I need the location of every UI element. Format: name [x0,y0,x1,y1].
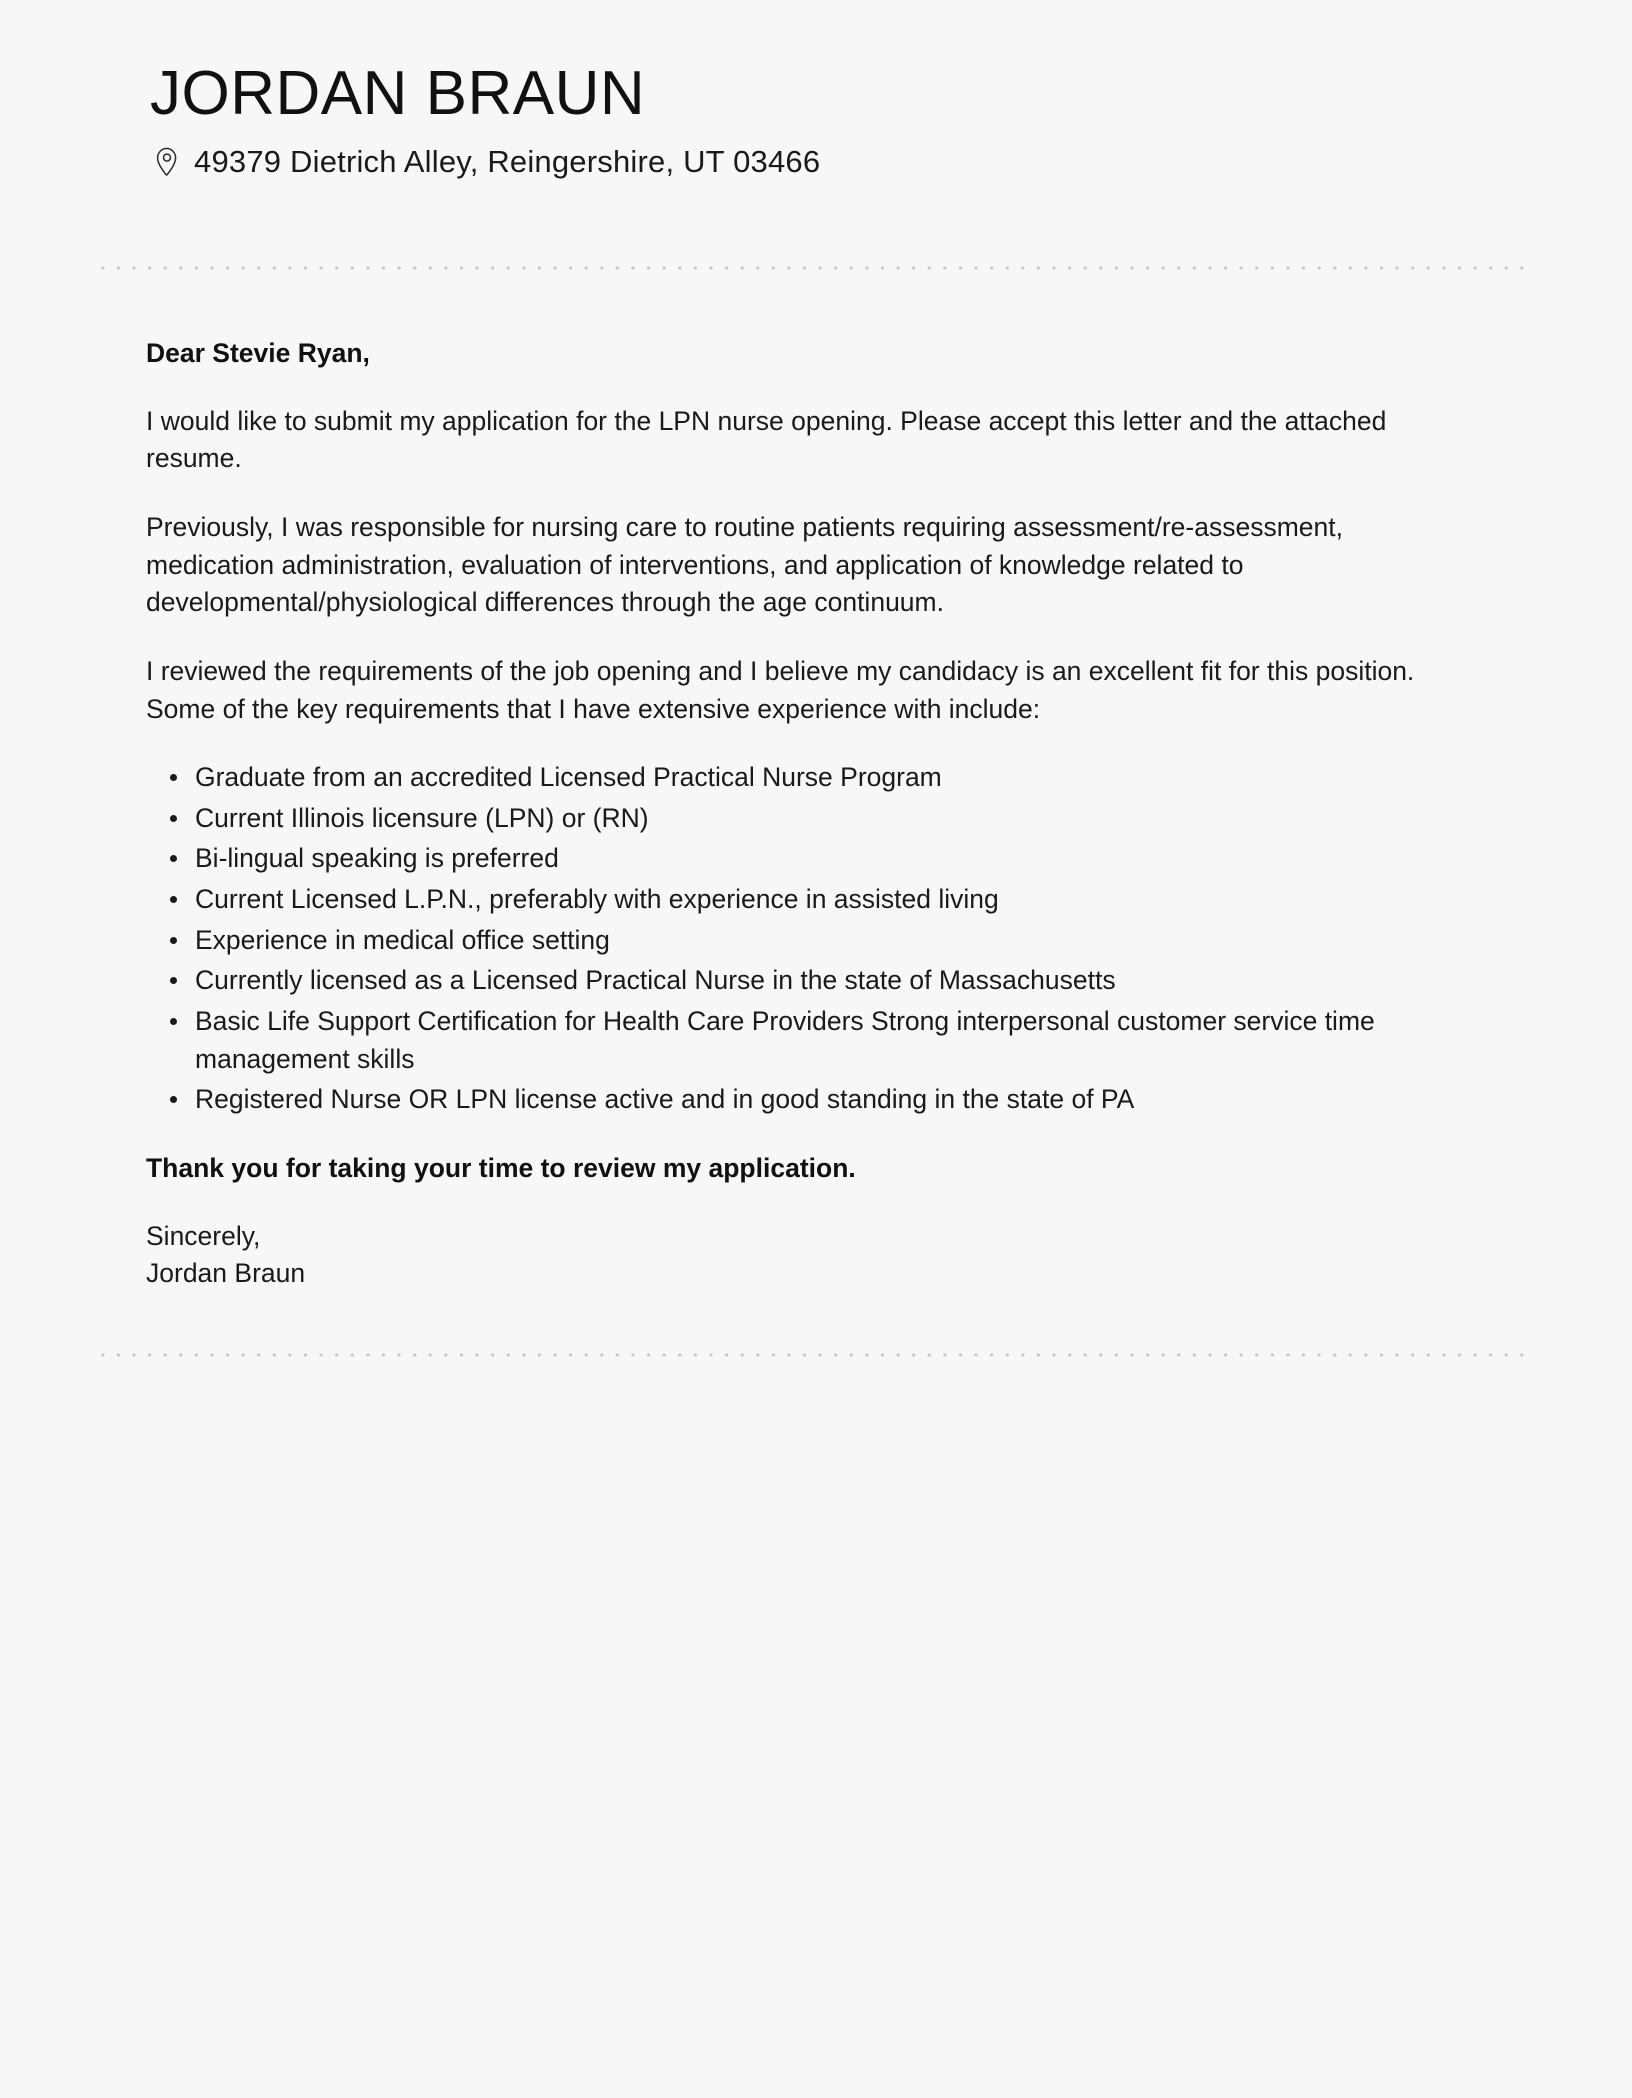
divider-top [95,266,1535,270]
contact-address-row [150,143,1512,180]
list-item: Bi-lingual speaking is preferred [146,840,1478,878]
list-item: Currently licensed as a Licensed Practical Nurse in the state of Massachusetts [146,962,1478,1000]
address-text: 49379 Dietrich Alley, Reingershire, UT 03466 [194,144,821,180]
requirements-list [146,759,1478,1119]
list-item: Experience in medical office setting [146,922,1478,960]
list-item: Current Licensed L.P.N., preferably with experience in assisted living [146,881,1478,919]
signature-block [146,1218,1478,1293]
signature-name: Jordan Braun [146,1258,306,1289]
letter-header [0,0,1632,180]
salutation: Dear Stevie Ryan, [146,338,370,368]
list-item: Current Illinois licensure (LPN) or (RN) [146,800,1478,838]
divider-bottom [95,1353,1535,1357]
map-pin-icon [154,147,180,177]
paragraph-requirements-lead: I reviewed the requirements of the job opening and I believe my candidacy is an excellent fit for this position. Some of the key requirements that I have extensive experience with include: [146,655,1415,724]
paragraph-intro: I would like to submit my application for the LPN nurse opening. Please accept this letter and the attached resume. [146,405,1387,474]
list-item: Registered Nurse OR LPN license active and in good standing in the state of PA [146,1081,1478,1119]
letter-body [146,336,1478,1293]
thank-you-line: Thank you for taking your time to review my application. [146,1152,856,1183]
signoff-line: Sincerely, [146,1220,261,1251]
page-title: JORDAN BRAUN [150,59,646,128]
paragraph-experience: Previously, I was responsible for nursing care to routine patients requiring assessment/re-assessment, medication administration, evaluation of interventions, and application of knowledge related to developmental/physiological differences through the age continuum. [146,512,1343,618]
list-item: Graduate from an accredited Licensed Practical Nurse Program [146,759,1478,797]
list-item: Basic Life Support Certification for Health Care Providers Strong interpersonal customer service time management skills [146,1003,1478,1078]
